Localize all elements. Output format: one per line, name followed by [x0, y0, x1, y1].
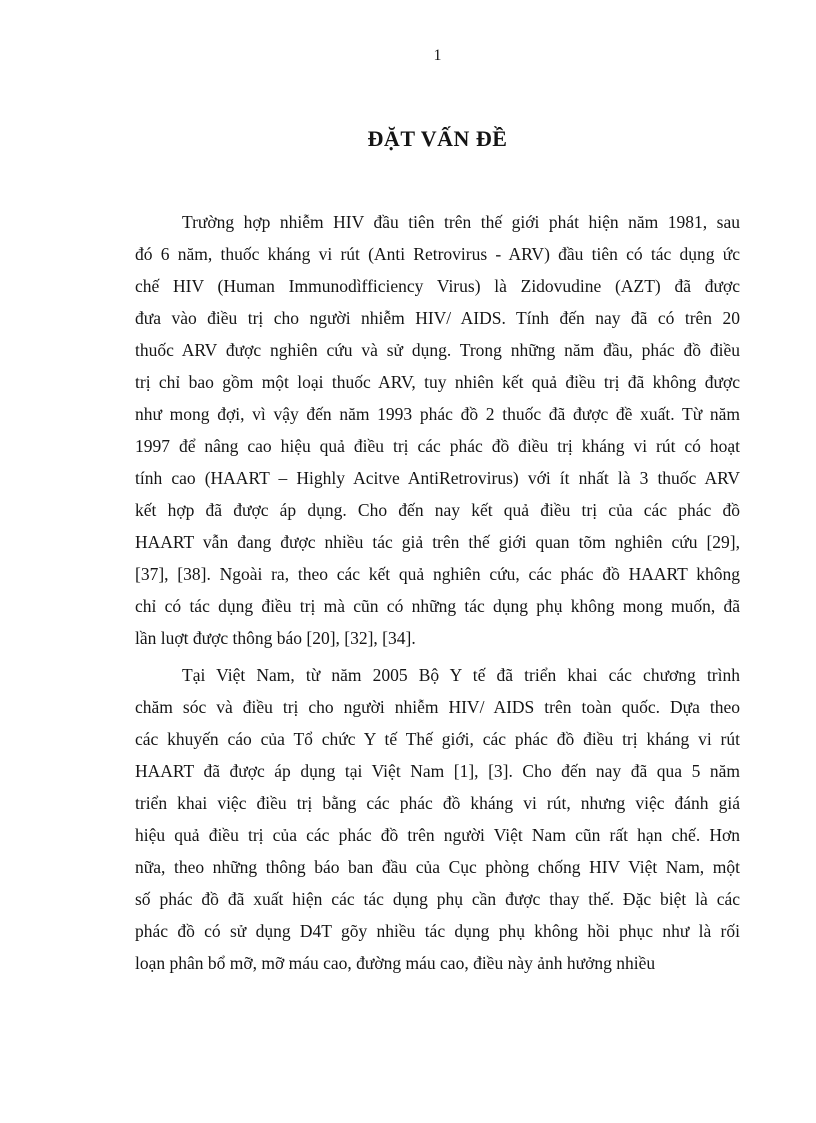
text-line: loạn phân bổ mỡ, mỡ máu cao, đường máu cao, điều này ảnh hưởng nhiều: [135, 953, 656, 973]
text-line: HAART vẫn đang được nhiều tác giả trên thế giới quan tõm nghiên cứu [29],: [135, 532, 740, 552]
text-line: [37], [38]. Ngoài ra, theo các kết quả nghiên cứu, các phác đồ HAART không: [135, 564, 740, 584]
text-line: chỉ có tác dụng điều trị mà cũn có những tác dụng phụ không mong muốn, đã: [135, 596, 740, 616]
text-line: chế HIV (Human Immunodìfficiency Virus) là Zidovudine (AZT) đã được: [135, 276, 740, 296]
paragraph: [135, 659, 740, 979]
text-line: HAART đã được áp dụng tại Việt Nam [1], [3]. Cho đến nay đã qua 5 năm: [135, 761, 740, 781]
text-line: Trường hợp nhiễm HIV đầu tiên trên thế giới phát hiện năm 1981, sau: [182, 212, 740, 232]
text-line: Tại Việt Nam, từ năm 2005 Bộ Y tế đã triển khai các chương trình: [182, 665, 740, 685]
text-line: các khuyến cáo của Tổ chức Y tế Thế giới, các phác đồ điều trị kháng vi rút: [135, 729, 740, 749]
text-line: như mong đợi, vì vậy đến năm 1993 phác đồ 2 thuốc đã được đề xuất. Từ năm: [135, 404, 740, 424]
text-line: triển khai việc điều trị bằng các phác đồ kháng vi rút, nhưng việc đánh giá: [135, 793, 740, 813]
text-line: kết hợp đã được áp dụng. Cho đến nay kết quả điều trị của các phác đồ: [135, 500, 740, 520]
text-line: nữa, theo những thông báo ban đầu của Cục phòng chống HIV Việt Nam, một: [135, 857, 740, 877]
text-line: hiệu quả điều trị của các phác đồ trên người Việt Nam cũn rất hạn chế. Hơn: [135, 825, 740, 845]
text-line: đó 6 năm, thuốc kháng vi rút (Anti Retrovirus - ARV) đầu tiên có tác dụng ức: [135, 244, 740, 264]
text-line: đưa vào điều trị cho người nhiễm HIV/ AIDS. Tính đến nay đã có trên 20: [135, 308, 740, 328]
text-line: chăm sóc và điều trị cho người nhiễm HIV/ AIDS trên toàn quốc. Dựa theo: [135, 697, 740, 717]
text-line: trị chỉ bao gồm một loại thuốc ARV, tuy nhiên kết quả điều trị đã không được: [135, 372, 740, 392]
text-line: phác đồ có sử dụng D4T gõy nhiều tác dụng phụ không hồi phục như là rối: [135, 921, 740, 941]
page-number: 1: [433, 47, 442, 64]
body-text: [135, 206, 740, 979]
text-line: 1997 để nâng cao hiệu quả điều trị các phác đồ điều trị kháng vi rút có hoạt: [135, 436, 740, 456]
text-line: thuốc ARV được nghiên cứu và sử dụng. Trong những năm đầu, phác đồ điều: [135, 340, 740, 360]
text-line: lần luợt được thông báo [20], [32], [34].: [135, 628, 416, 648]
page-title: ĐẶT VẤN ĐỀ: [367, 126, 508, 151]
paragraph: [135, 206, 740, 654]
text-line: số phác đồ đã xuất hiện các tác dụng phụ cần được thay thế. Đặc biệt là các: [135, 889, 740, 909]
text-line: tính cao (HAART – Highly Acitve AntiRetrovirus) với ít nhất là 3 thuốc ARV: [135, 468, 740, 488]
